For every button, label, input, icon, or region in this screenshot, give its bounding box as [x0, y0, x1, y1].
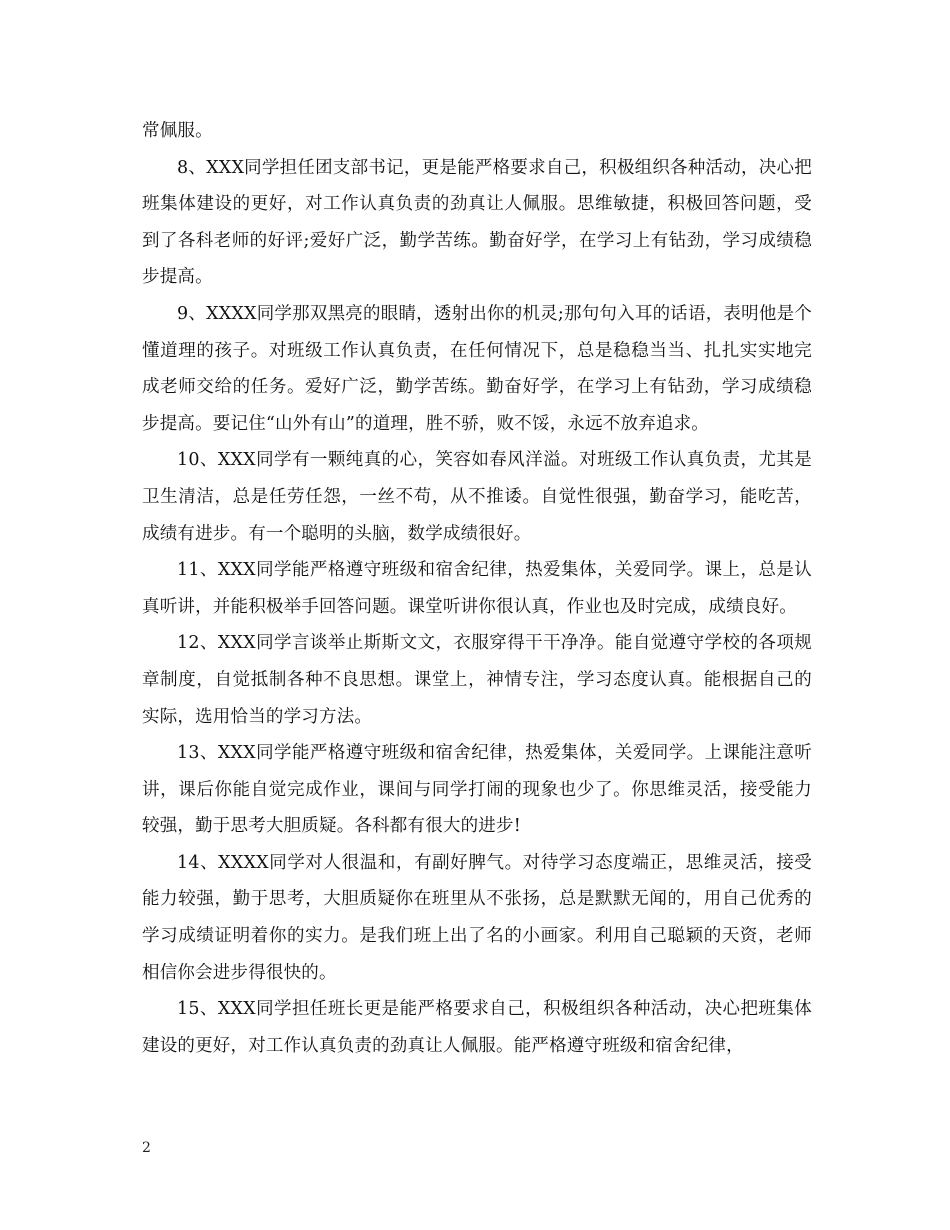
- paragraph-comment-8: 8、XXX同学担任团支部书记，更是能严格要求自己，积极组织各种活动，决心把班集体建设的更好，对工作认真负责的劲真让人佩服。思维敏捷，积极回答问题，受到了各科老师的好评;爱好广泛，勤学苦练。勤奋好学，在学习上有钻劲，学习成绩稳步提高。: [142, 157, 812, 288]
- paragraph-comment-14: 14、XXXX同学对人很温和，有副好脾气。对待学习态度端正，思维灵活，接受能力较强，勤于思考，大胆质疑你在班里从不张扬，总是默默无闻的，用自己优秀的学习成绩证明着你的实力。是我们班上出了名的小画家。利用自己聪颖的天资，老师相信你会进步得很快的。: [142, 852, 812, 983]
- paragraph-comment-9: 9、XXXX同学那双黑亮的眼睛，透射出你的机灵;那句句入耳的话语，表明他是个懂道理的孩子。对班级工作认真负责，在任何情况下，总是稳稳当当、扎扎实实地完成老师交给的任务。爱好广泛，勤学苦练。勤奋好学，在学习上有钻劲，学习成绩稳步提高。要记住“山外有山”的道理，胜不骄，败不馁，永远不放弃追求。: [142, 303, 812, 434]
- paragraph-comment-10: 10、XXX同学有一颗纯真的心，笑容如春风洋溢。对班级工作认真负责，尤其是卫生清洁，总是任劳任怨，一丝不苟，从不推诿。自觉性很强，勤奋学习，能吃苦，成绩有进步。有一个聪明的头脑，数学成绩很好。: [142, 450, 812, 544]
- page-number: 2: [142, 1140, 151, 1156]
- document-body: [142, 113, 812, 1064]
- paragraph-comment-13: 13、XXX同学能严格遵守班级和宿舍纪律，热爱集体，关爱同学。上课能注意听讲，课后你能自觉完成作业，课间与同学打闹的现象也少了。你思维灵活，接受能力较强，勤于思考大胆质疑。各科都有很大的进步!: [142, 743, 812, 837]
- paragraph-comment-11: 11、XXX同学能严格遵守班级和宿舍纪律，热爱集体，关爱同学。课上，总是认真听讲，并能积极举手回答问题。课堂听讲你很认真，作业也及时完成，成绩良好。: [142, 560, 812, 617]
- paragraph-continuation: 常佩服。: [142, 121, 213, 141]
- paragraph-comment-15: 15、XXX同学担任班长更是能严格要求自己，积极组织各种活动，决心把班集体建设的更好，对工作认真负责的劲真让人佩服。能严格遵守班级和宿舍纪律，: [142, 999, 812, 1056]
- paragraph-comment-12: 12、XXX同学言谈举止斯斯文文，衣服穿得干干净净。能自觉遵守学校的各项规章制度，自觉抵制各种不良思想。课堂上，神情专注，学习态度认真。能根据自己的实际，选用恰当的学习方法。: [142, 633, 812, 727]
